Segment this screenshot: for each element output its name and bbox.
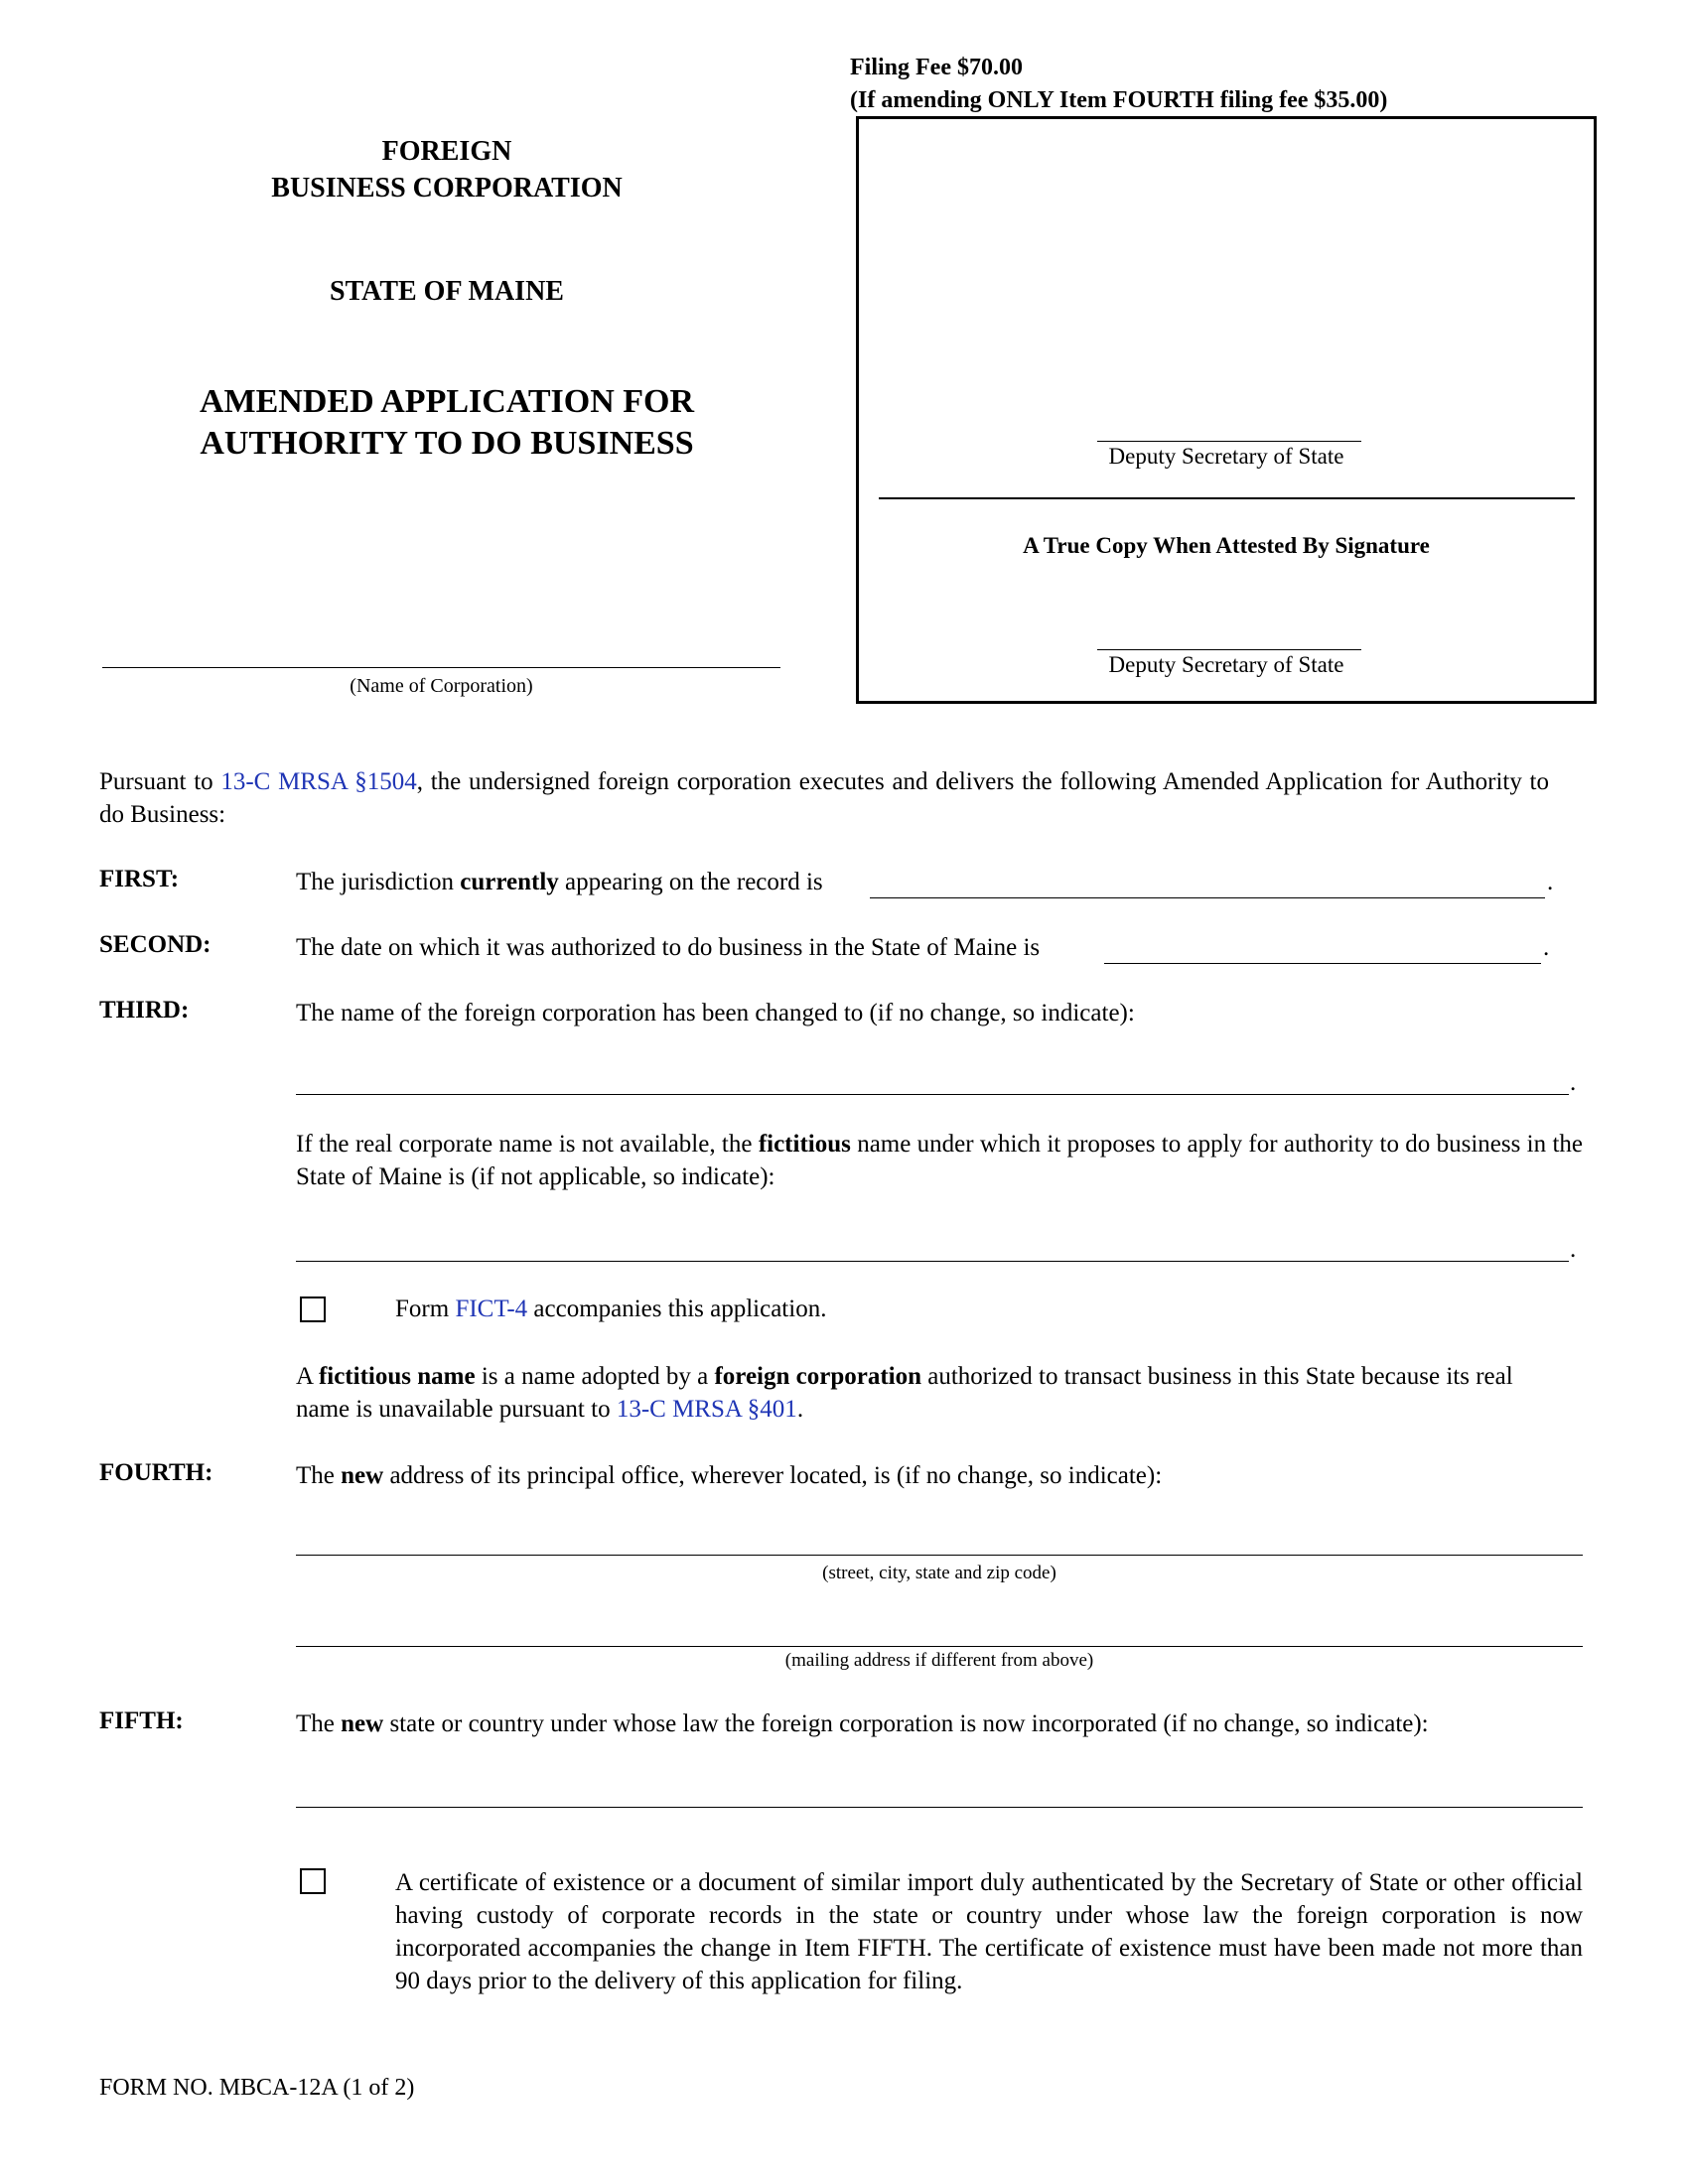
new-state-country-field[interactable] [296, 1777, 1583, 1808]
deputy-secretary-label-2: Deputy Secretary of State [1108, 652, 1344, 677]
fifth-label: FIFTH: [99, 1707, 184, 1734]
heading-foreign: FOREIGN [381, 136, 512, 167]
second-text: The date on which it was authorized to do business in the State of Maine is [296, 934, 1041, 961]
mailing-address-caption: (mailing address if different from above) [784, 1650, 1094, 1671]
certificate-checkbox[interactable] [300, 1868, 326, 1894]
def-text-c: is a name adopted by a [475, 1363, 715, 1390]
def-text-a: A [296, 1363, 319, 1390]
jurisdiction-field[interactable] [870, 868, 1545, 898]
fourth-label: FOURTH: [99, 1459, 213, 1486]
fict-text-post: name under which it proposes to apply for authority to do business in the State of Maine is (if not applicable, so indicate): [296, 1131, 1583, 1190]
statute-link-401[interactable]: 13-C MRSA §401 [616, 1396, 797, 1423]
fict-4-text [395, 1293, 826, 1325]
mailing-address-field[interactable] [296, 1616, 1583, 1647]
fourth-text-pre: The [296, 1462, 342, 1489]
third-line-end: . [1570, 1069, 1577, 1096]
intro-text-pre: Pursuant to [99, 768, 221, 795]
authorization-date-field[interactable] [1104, 933, 1541, 964]
street-address-caption: (street, city, state and zip code) [822, 1563, 1056, 1583]
fifth-text-post: state or country under whose law the foreign corporation is now incorporated (if no change, so indicate): [383, 1710, 1429, 1737]
form-text-pre: Form [395, 1296, 456, 1322]
fourth-text-post: address of its principal office, wherever located, is (if no change, so indicate): [383, 1462, 1163, 1489]
heading-state: STATE OF MAINE [330, 276, 564, 307]
fourth-text-bold: new [341, 1462, 384, 1489]
principal-office-address-field[interactable] [296, 1525, 1583, 1556]
first-text-bold: currently [460, 869, 559, 895]
def-text-end: . [796, 1396, 804, 1423]
def-text-d: authorized to transact business in this State because its real name is unavailable pursuant to [296, 1363, 1513, 1423]
def-bold-fictitious-name: fictitious name [318, 1363, 476, 1390]
fifth-text-pre: The [296, 1710, 342, 1737]
first-end: . [1547, 869, 1554, 895]
fict-4-checkbox[interactable] [300, 1297, 326, 1322]
fict-text-bold: fictitious [758, 1131, 851, 1158]
first-text-pre: The jurisdiction [296, 869, 461, 895]
certificate-paragraph: A certificate of existence or a document of similar import duly authenticated by the Secretary of State or other official having custody of corporate records in the state or country under whose law the foreign corporation is now incorporated accompanies the change in Item FIFTH. The certificate of existence must have been made not more than 90 days prior to the delivery of this application for filing. [395, 1869, 1583, 1994]
def-bold-foreign-corporation: foreign corporation [714, 1363, 922, 1390]
true-copy-label: A True Copy When Attested By Signature [1023, 533, 1430, 558]
fictitious-name-field[interactable] [296, 1231, 1569, 1262]
fourth-text [296, 1459, 1162, 1492]
first-text [296, 866, 823, 898]
third-label: THIRD: [99, 997, 190, 1024]
second-label: SECOND: [99, 931, 211, 958]
heading-business-corporation: BUSINESS CORPORATION [271, 173, 623, 204]
title-line-1: AMENDED APPLICATION FOR [199, 383, 695, 420]
new-corporation-name-field[interactable] [296, 1064, 1569, 1095]
form-text-post: accompanies this application. [527, 1296, 827, 1322]
office-box-divider [879, 497, 1575, 499]
corporation-name-line[interactable] [102, 667, 780, 668]
fictitious-name-paragraph [296, 1128, 1583, 1193]
second-end: . [1543, 934, 1550, 961]
third-text: The name of the foreign corporation has been changed to (if no change, so indicate): [296, 1000, 1135, 1026]
first-text-post: appearing on the record is [558, 869, 823, 895]
first-label: FIRST: [99, 866, 180, 892]
intro-paragraph [99, 765, 1549, 831]
filing-fee-note: (If amending ONLY Item FOURTH filing fee $35.00) [850, 87, 1388, 113]
deputy-signature-line-2 [1097, 649, 1361, 650]
title-line-2: AUTHORITY TO DO BUSINESS [200, 425, 694, 462]
deputy-secretary-label-1: Deputy Secretary of State [1108, 444, 1344, 469]
office-use-box [856, 116, 1597, 704]
corporation-name-caption: (Name of Corporation) [350, 675, 533, 697]
fict-4-link[interactable]: FICT-4 [455, 1296, 528, 1322]
fifth-text-bold: new [341, 1710, 384, 1737]
fictitious-name-definition [296, 1360, 1547, 1426]
page-title [99, 381, 794, 465]
filing-fee-amount: Filing Fee $70.00 [850, 55, 1023, 80]
fict-line-end: . [1570, 1236, 1577, 1263]
deputy-signature-line-1 [1097, 441, 1361, 442]
form-number: FORM NO. MBCA-12A (1 of 2) [99, 2075, 415, 2101]
fifth-text [296, 1707, 1429, 1740]
statute-link-1504[interactable]: 13-C MRSA §1504 [220, 768, 417, 795]
intro-text-post: , the undersigned foreign corporation executes and delivers the following Amended Application for Authority to do Business: [99, 768, 1549, 828]
filing-fee [850, 52, 1387, 117]
form-heading [149, 133, 745, 206]
fict-text-pre: If the real corporate name is not available, the [296, 1131, 759, 1158]
